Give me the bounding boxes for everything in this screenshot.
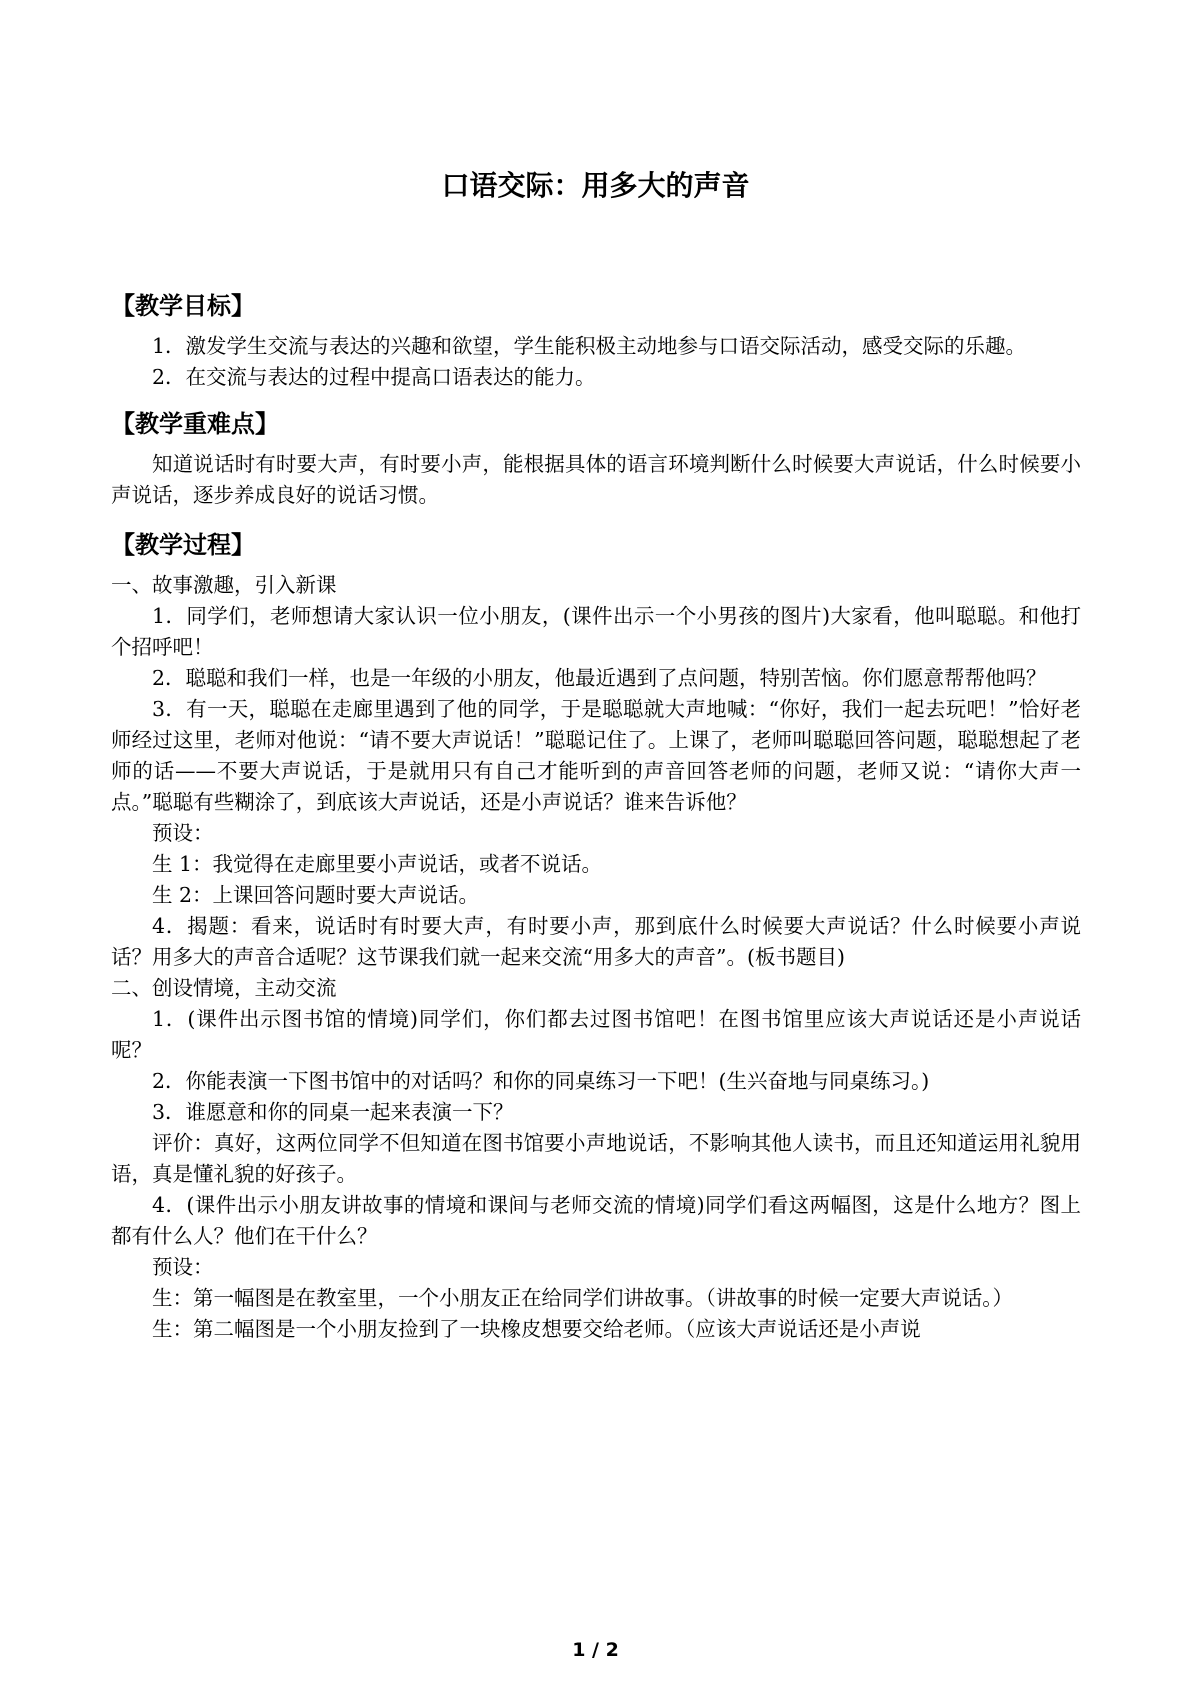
process-subheading: 二、创设情境，主动交流 bbox=[111, 976, 337, 1000]
process-paragraph: 预设： bbox=[152, 821, 214, 845]
section-heading-objectives: 【教学目标】 bbox=[111, 292, 255, 320]
process-paragraph: 4．(课件出示小朋友讲故事的情境和课间与老师交流的情境)同学们看这两幅图，这是什么地方？图上都有什么人？他们在干什么？ bbox=[111, 1193, 1081, 1248]
document-body bbox=[111, 290, 1081, 1345]
process-paragraph: 生：第一幅图是在教室里，一个小朋友正在给同学们讲故事。（讲故事的时候一定要大声说话。） bbox=[152, 1286, 1013, 1310]
key-points-paragraph: 知道说话时有时要大声，有时要小声，能根据具体的语言环境判断什么时候要大声说话，什么时候要小声说话，逐步养成良好的说话习惯。 bbox=[111, 452, 1081, 507]
section-heading-process: 【教学过程】 bbox=[111, 531, 255, 559]
process-paragraph: 预设： bbox=[152, 1255, 214, 1279]
process-subheading: 一、故事激趣，引入新课 bbox=[111, 573, 337, 597]
process-paragraph: 生 2：上课回答问题时要大声说话。 bbox=[152, 883, 480, 907]
process-paragraph: 生：第二幅图是一个小朋友捡到了一块橡皮想要交给老师。（应该大声说话还是小声说 bbox=[152, 1317, 921, 1341]
process-paragraph: 生 1：我觉得在走廊里要小声说话，或者不说话。 bbox=[152, 852, 603, 876]
process-paragraph: 2．你能表演一下图书馆中的对话吗？和你的同桌练习一下吧！(生兴奋地与同桌练习。) bbox=[152, 1069, 930, 1093]
objective-paragraph: 2．在交流与表达的过程中提高口语表达的能力。 bbox=[152, 365, 596, 389]
process-paragraph: 4．揭题：看来，说话时有时要大声，有时要小声，那到底什么时候要大声说话？什么时候要小声说话？用多大的声音合适呢？这节课我们就一起来交流“用多大的声音”。(板书题目) bbox=[111, 914, 1081, 969]
process-paragraph: 1．同学们，老师想请大家认识一位小朋友，(课件出示一个小男孩的图片)大家看，他叫聪聪。和他打个招呼吧！ bbox=[111, 604, 1081, 659]
section-heading-key-points: 【教学重难点】 bbox=[111, 410, 279, 438]
process-paragraph: 2．聪聪和我们一样，也是一年级的小朋友，他最近遇到了点问题，特别苦恼。你们愿意帮帮他吗？ bbox=[152, 666, 1047, 690]
process-paragraph: 3．有一天，聪聪在走廊里遇到了他的同学，于是聪聪就大声地喊：“你好，我们一起去玩吧！”恰好老师经过这里，老师对他说：“请不要大声说话！”聪聪记住了。上课了，老师叫聪聪回答问题，聪聪想起了老师的话——不要大声说话，于是就用只有自己才能听到的声音回答老师的问题，老师又说：“请你大声一点。”聪聪有些糊涂了，到底该大声说话，还是小声说话？谁来告诉他？ bbox=[111, 697, 1081, 814]
process-paragraph: 评价：真好，这两位同学不但知道在图书馆要小声地说话，不影响其他人读书，而且还知道运用礼貌用语，真是懂礼貌的好孩子。 bbox=[111, 1131, 1081, 1186]
process-paragraph: 1．(课件出示图书馆的情境)同学们，你们都去过图书馆吧！在图书馆里应该大声说话还是小声说话呢？ bbox=[111, 1007, 1081, 1062]
objective-paragraph: 1．激发学生交流与表达的兴趣和欲望，学生能积极主动地参与口语交际活动，感受交际的乐趣。 bbox=[152, 334, 1027, 358]
process-paragraph: 3．谁愿意和你的同桌一起来表演一下？ bbox=[152, 1100, 514, 1124]
page-number: 1 / 2 bbox=[572, 1639, 619, 1661]
page-title: 口语交际：用多大的声音 bbox=[441, 169, 750, 202]
